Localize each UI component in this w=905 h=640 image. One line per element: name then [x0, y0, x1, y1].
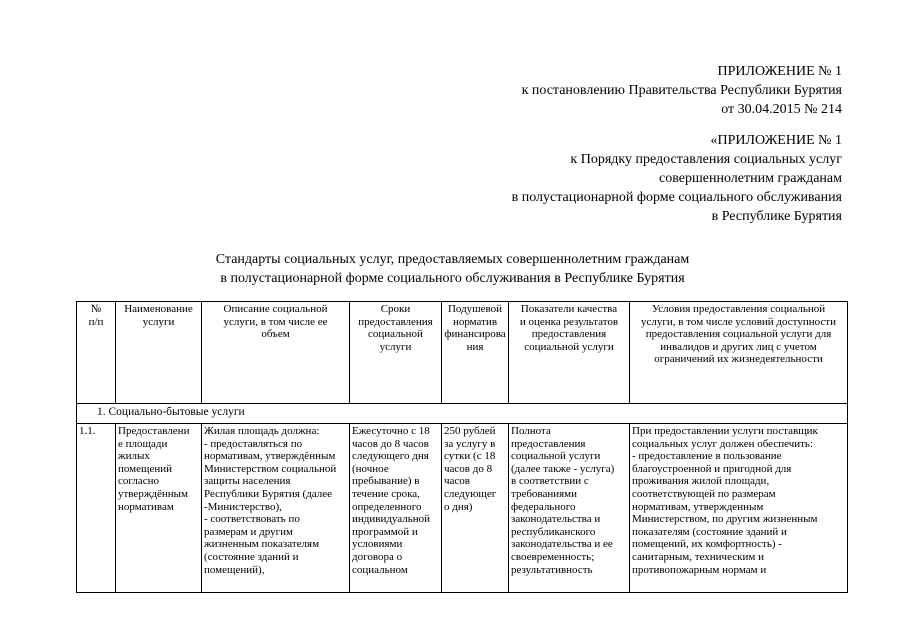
document-title-line1: Стандарты социальных услуг, предоставляемых совершеннолетним гражданам	[215, 252, 690, 267]
column-header-conditions: Условия предоставления социальной услуги, в том числе условий доступности предоставления социальной услуги для инвалидов и других лиц с учетом ограничений их жизнедеятельности	[630, 302, 848, 404]
column-header-description: Описание социальной услуги, в том числе ее объем	[202, 302, 350, 404]
procedure-reference-line: в Республике Бурятия	[711, 209, 842, 224]
appendix-heading-quoted: «ПРИЛОЖЕНИЕ № 1	[710, 133, 842, 148]
column-header-number: № п/п	[77, 302, 116, 404]
cell-terms: Ежесуточно с 18 часов до 8 часов следующего дня (ночное пребывание) в течение срока, определенного индивидуальной программой и условиями договора о социальном	[350, 424, 442, 593]
column-header-financing-norm: Подушевой норматив финансирова ния	[442, 302, 509, 404]
column-header-quality-indicators: Показатели качества и оценка результатов предоставления социальной услуги	[509, 302, 630, 404]
procedure-reference-line: к Порядку предоставления социальных услуг	[570, 152, 842, 167]
table-row	[77, 424, 848, 593]
cell-description: Жилая площадь должна: - предоставляться по нормативам, утверждённым Министерством социальной защиты населения Республики Бурятия (далее -Министерство), - соответствовать по размерам и другим жизненным показателям (состояние зданий и помещений),	[202, 424, 350, 593]
column-header-terms: Сроки предоставления социальной услуги	[350, 302, 442, 404]
cell-number: 1.1.	[77, 424, 116, 593]
standards-table	[76, 301, 848, 593]
cell-quality-indicators: Полнота предоставления социальной услуги (далее также - услуга) в соответствии с требованиями федерального законодательства и республиканского законодательства и ее своевременность; результативность	[509, 424, 630, 593]
resolution-reference: к постановлению Правительства Республики Бурятия	[521, 83, 842, 98]
cell-conditions: При предоставлении услуги поставщик социальных услуг должен обеспечить: - предоставление в пользование благоустроенной и пригодной для проживания жилой площади, соответствующей по размерам нормативам, утвержденным Министерством, по другим жизненным показателям (состояние зданий и помещений, их комфортность) - санитарным, техническим и противопожарным нормам и	[630, 424, 848, 593]
procedure-reference-line: совершеннолетним гражданам	[659, 171, 842, 186]
cell-financing-norm: 250 рублей за услугу в сутки (с 18 часов до 8 часов следующег о дня)	[442, 424, 509, 593]
document-title-line2: в полустационарной форме социального обслуживания в Республике Бурятия	[220, 271, 685, 286]
section-title: 1. Социально-бытовые услуги	[77, 404, 848, 424]
column-header-service-name: Наименование услуги	[116, 302, 202, 404]
cell-service-name: Предоставлени е площади жилых помещений согласно утверждённым нормативам	[116, 424, 202, 593]
procedure-reference-line: в полустационарной форме социального обслуживания	[511, 190, 842, 205]
table-header-row	[77, 302, 848, 404]
table-section-row	[77, 404, 848, 424]
resolution-date-number: от 30.04.2015 № 214	[721, 102, 842, 117]
appendix-heading: ПРИЛОЖЕНИЕ № 1	[717, 64, 842, 79]
